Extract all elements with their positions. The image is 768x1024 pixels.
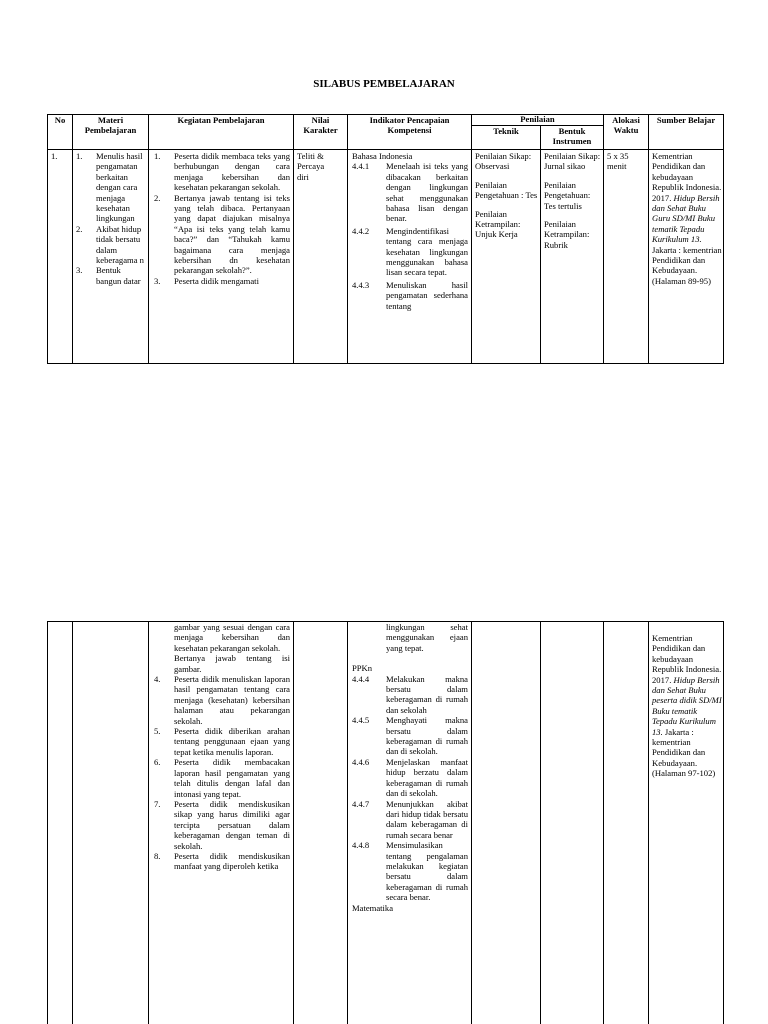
row2-indikator: lingkungan sehat menggunakan ejaan yang tepat. PPKn 4.4.4 Melakukan makna bersatu dalam keberagaman di rumah dan sekolah 4.4.5 Menghayati makna bersatu dalam keberagaman di rumah dan di sekolah. 4.4.6 Menjelaskan manfaat hidup berzatu dalam keberagaman di rumah dan di sekolah. 4.4.7 Menunjukkan akibat dari hidup tidak bersatu dalam keberagaman di rumah secara benar 4.4.8 Mensimulasikan tentang pengalaman melakukan kegiatan bersatu dalam keberagaman di rumah secara benar. Matematika [352, 622, 468, 913]
list-item: 4.4.3 Menuliskan hasil pengamatan sederhana tentang [352, 279, 468, 311]
row2-kegiatan: gambar yang sesuai dengan cara menjaga kebersihan dan kesehatan pekarangan sekolah. Bertanya jawab tentang isi gambar. 4. Peserta didik menuliskan laporan hasil pengamatan tentang cara menjaga (kesehatan) kebersihan halaman atau pekarangan sekolah. 5. Peserta didik diberikan arahan tentang penggunaan ejaan yang tepat ketika menulis laporan. 6. Peserta didik membacakan laporan hasil pengamatan yang telah ditulis dengan lafal dan intonasi yang tepat. 7. Peserta didik mendiskusikan sikap yang harus dimiliki agar tercipta persatuan dalam keberagaman dengan teman di sekolah. 8. Peserta didik mendiskusikan manfaat yang diperoleh ketika [154, 622, 290, 872]
list-item: 1. Peserta didik membaca teks yang berhubungan dengan cara menjaga kebersihan dan kesehatan pekarangan sekolah. [154, 151, 290, 193]
header-materi: Materi Pembelajaran [84, 115, 137, 136]
list-item: 4.4.2 Mengindentifikasi tentang cara menjaga kesehatan lingkungan menggunakan bahasa lisan secara tepat. [352, 225, 468, 278]
header-alokasi: Alokasi Waktu [612, 115, 640, 136]
row1-materi-list [76, 151, 146, 286]
header-bentuk: Bentuk Instrumen [552, 126, 592, 147]
list-item: 4.4.8 Mensimulasikan tentang pengalaman melakukan kegiatan bersatu dalam keberagaman di rumah secara benar. [352, 840, 468, 903]
row1-kegiatan-list [154, 151, 290, 286]
subject-label: PPKn [352, 663, 373, 674]
row2-kegiatan-list [154, 674, 290, 872]
header-no: No [54, 115, 66, 125]
row1-alokasi: 5 x 35 menit [607, 151, 629, 172]
header-nilai: Nilai Karakter [303, 115, 338, 136]
list-item: 4.4.1 Menelaah isi teks yang dibacakan berkaitan dengan lingkungan sehat menggunakan bahasa lisan dengan benar. [352, 161, 468, 224]
row1-no: 1. [51, 151, 58, 161]
row2-sumber: Kementrian Pendidikan dan kebudayaan Republik Indonesia. 2017. Hidup Bersih dan Sehat Buku peserta didik SD/MI Buku tematik Tepadu Kurikulum 13. Jakarta : kementrian Pendidikan dan Kebudayaan. (Halaman 97-102) [652, 633, 722, 779]
list-item: 3. Bentuk bangun datar [76, 265, 141, 286]
header-teknik: Teknik [493, 126, 519, 136]
row1-bentuk: Penilaian Sikap: Jurnal sikao Penilaian Pengetahuan: Tes tertulis Penilaian Ketrampilan: Rubrik [544, 151, 601, 250]
list-item: 4.4.5 Menghayati makna bersatu dalam keberagaman di rumah dan di sekolah. [352, 715, 468, 757]
subject-label: Bahasa Indonesia [352, 151, 413, 161]
list-item: 1. Menulis hasil pengamatan berkaitan dengan cara menjaga kesehatan lingkungan [76, 151, 143, 224]
list-item: 4.4.6 Menjelaskan manfaat hidup berzatu dalam keberagaman di rumah dan di sekolah. [352, 756, 468, 799]
header-kegiatan: Kegiatan Pembelajaran [177, 115, 265, 125]
header-sumber: Sumber Belajar [656, 115, 716, 125]
row1-nilai: Teliti & Percaya diri [297, 151, 325, 182]
row1-teknik: Penilaian Sikap: Observasi Penilaian Pengetahuan : Tes Penilaian Ketrampilan: Unjuk Kerja [475, 151, 538, 240]
list-item: 4.4.7 Menunjukkan akibat dari hidup tidak bersatu dalam keberagaman di rumah secara benar [352, 798, 468, 840]
list-item: 7. Peserta didik mendiskusikan sikap yang harus dimiliki agar tercipta persatuan dalam keberagaman dengan teman di sekolah. [154, 798, 290, 851]
list-item: 2. Bertanya jawab tentang isi teks yang telah dibaca. Pertanyaan yang dapat diajukan misalnya “Apa isi teks yang telah kamu baca?” dan “Tahukah kamu bagaimana cara menjaga kebersihan dn kesehatan pekarangan sekolah?”. [154, 192, 290, 276]
subject-label: Matematika [352, 902, 394, 913]
header-penilaian: Penilaian [520, 114, 555, 124]
list-item: 8. Peserta didik mendiskusikan manfaat yang diperoleh ketika [154, 850, 290, 872]
list-item: 4.4.4 Melakukan makna bersatu dalam keberagaman di rumah dan sekolah [352, 673, 468, 715]
row1-sumber: Kementrian Pendidikan dan kebudayaan Republik Indonesia. 2017. Hidup Bersih dan Sehat Buku Guru SD/MI Buku tematik Tepadu Kurikulum 13. Jakarta : kementrian Pendidikan dan Kebudayaan. (Halaman 89-95) [652, 151, 722, 286]
list-item: 4. Peserta didik menuliskan laporan hasil pengamatan tentang cara menjaga (kesehatan) kebersihan halaman atau pekarangan sekolah. [154, 674, 290, 726]
header-indikator: Indikator Pencapaian Kompetensi [369, 115, 450, 136]
list-item: 5. Peserta didik diberikan arahan tentang penggunaan ejaan yang tepat ketika menulis laporan. [154, 726, 290, 757]
list-item: 3. Peserta didik mengamati [154, 275, 259, 286]
row1-indikator [352, 151, 468, 311]
list-item: 2. Akibat hidup tidak bersatu dalam keberagama n [76, 223, 144, 266]
page-title: SILABUS PEMBELAJARAN [313, 78, 455, 90]
list-item: 6. Peserta didik membacakan laporan hasil pengamatan yang telah ditulis dengan lafal dan intonasi yang tepat. [154, 757, 290, 799]
